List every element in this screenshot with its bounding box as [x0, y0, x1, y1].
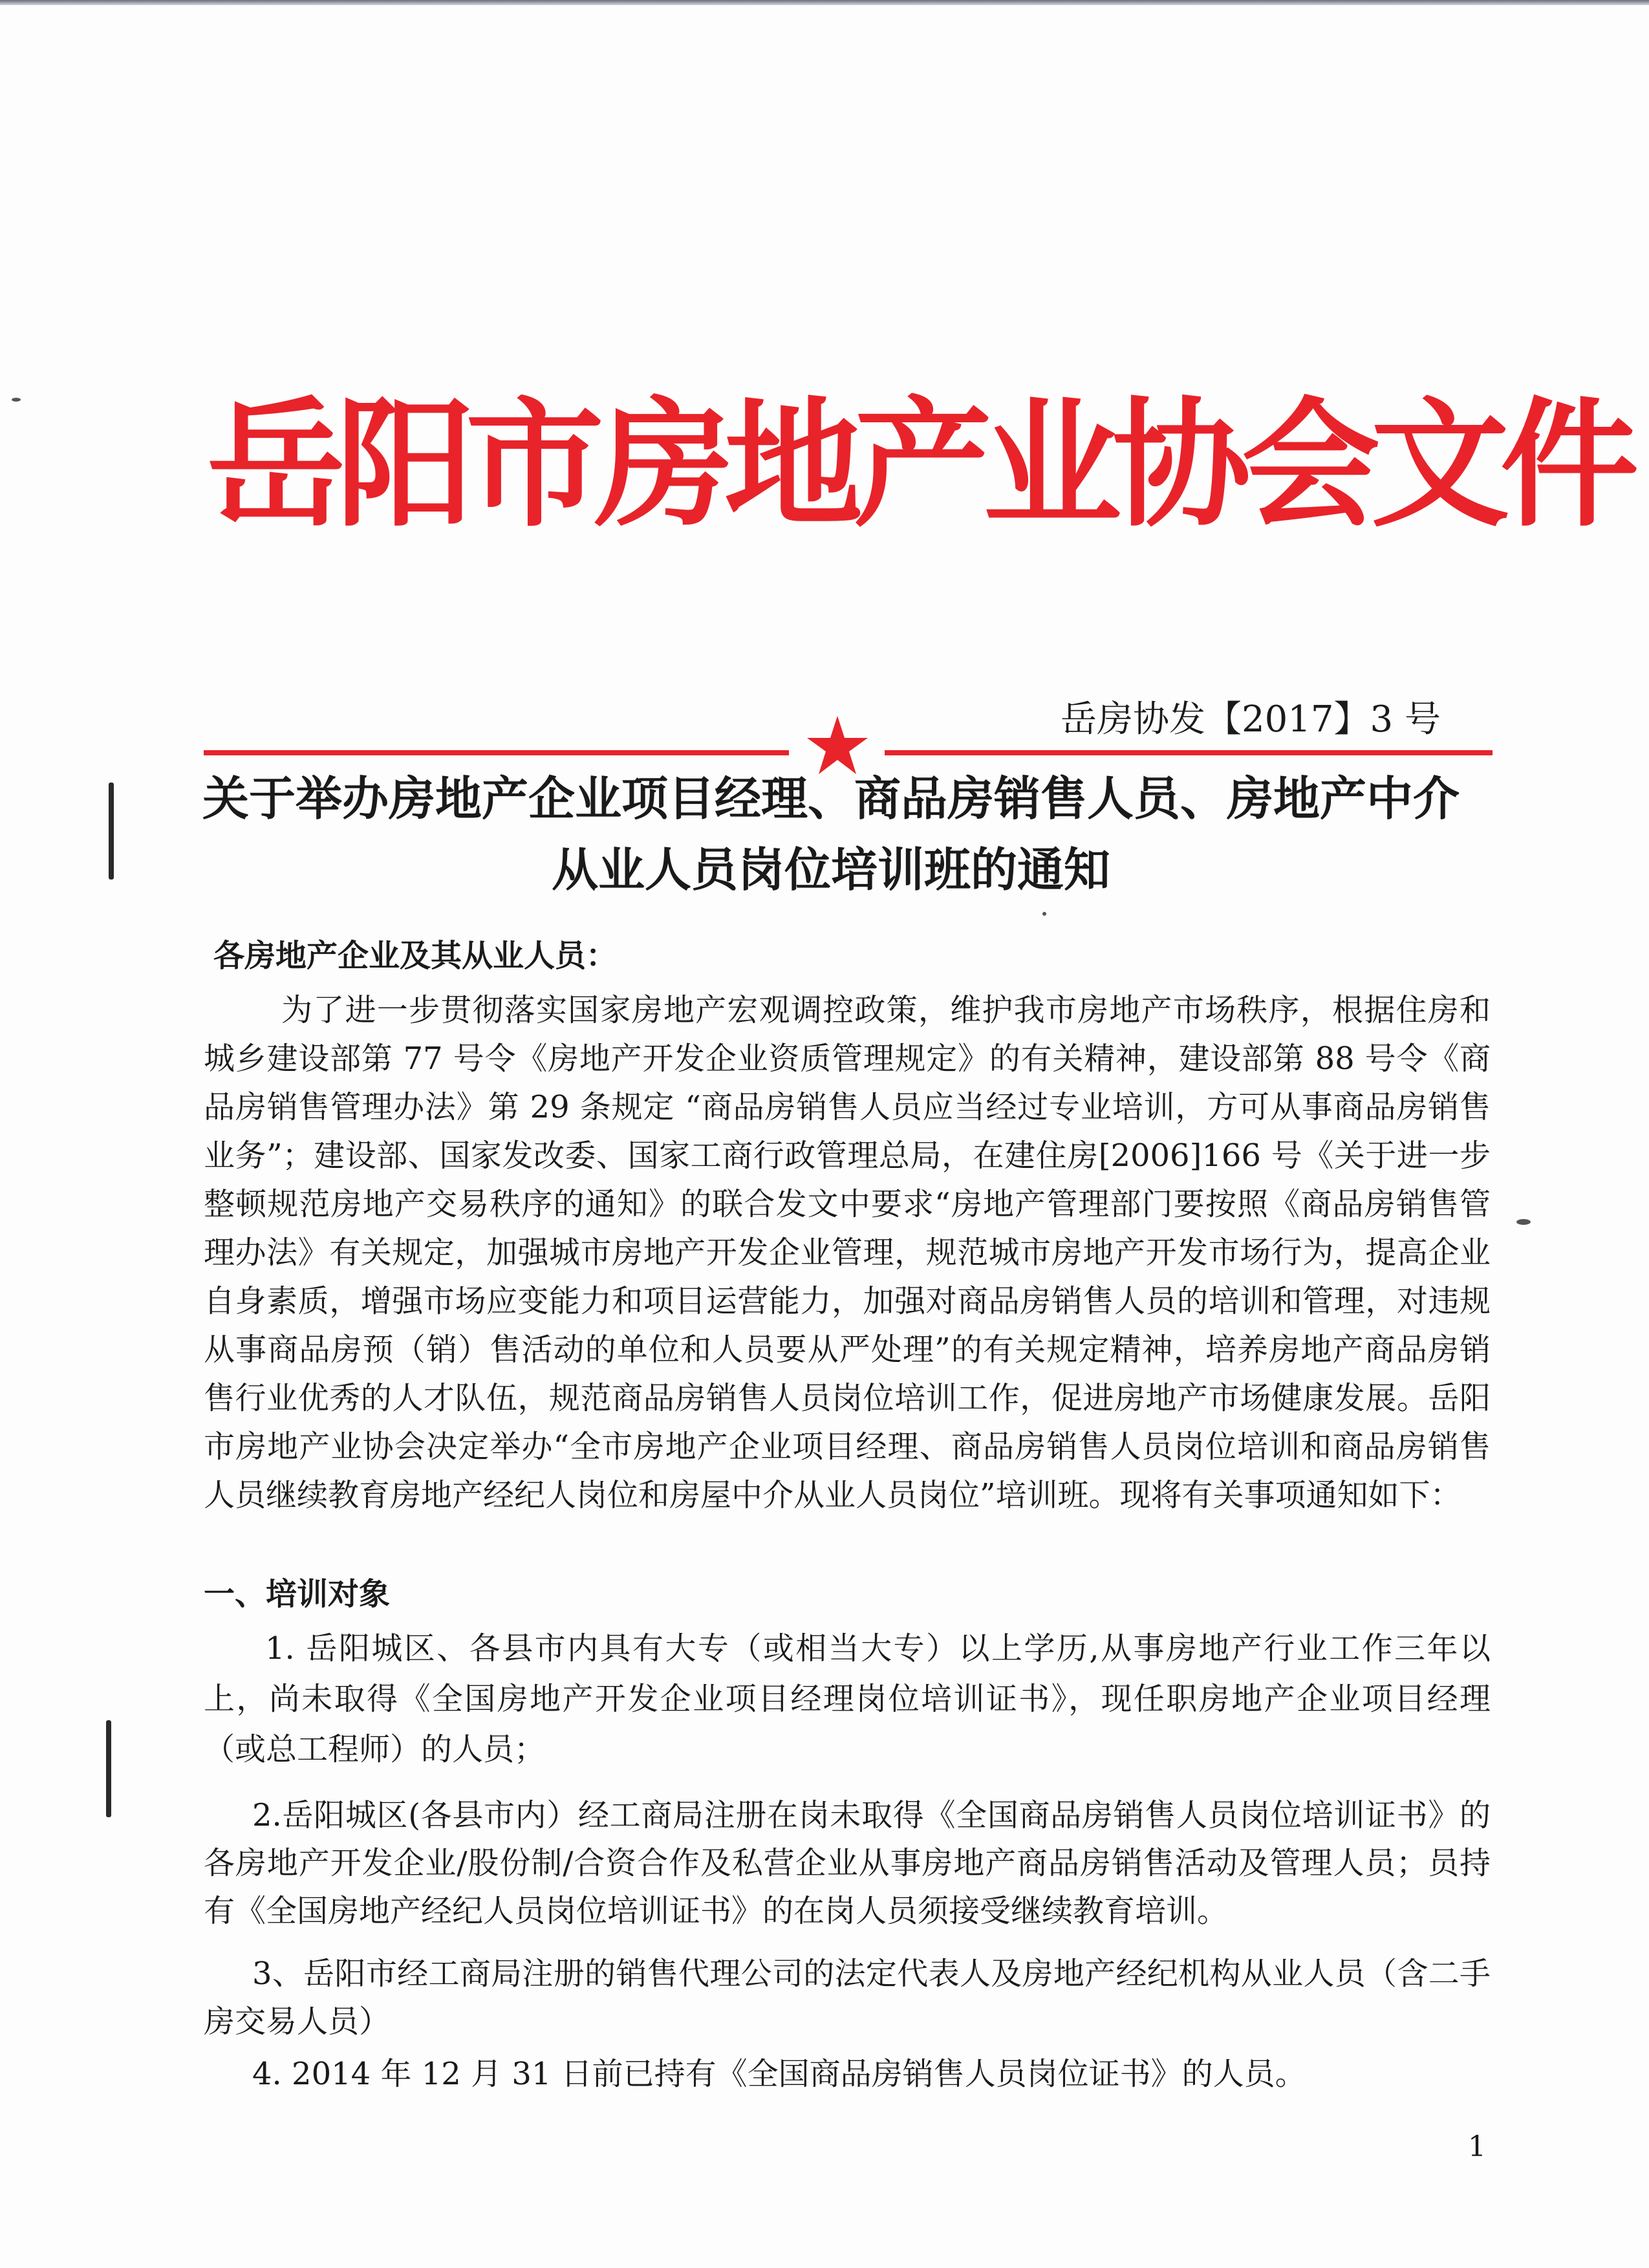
scan-speck — [12, 398, 21, 402]
list-item: 4. 2014 年 12 月 31 日前已持有《全国商品房销售人员岗位证书》的人员。 — [252, 2056, 1306, 2092]
document-number: 岳房协发【2017】3 号 — [1061, 698, 1441, 740]
scan-speck — [1516, 1219, 1531, 1225]
scan-speck — [1042, 912, 1046, 916]
list-item: 3、岳阳市经工商局注册的销售代理公司的法定代表人及房地产经纪机构从业人员（含二手房交易人员） — [204, 1956, 1491, 2040]
section-heading-training-targets: 一、培训对象 — [204, 1576, 391, 1612]
page-number: 1 — [1468, 2130, 1486, 2163]
binding-mark — [106, 1720, 111, 1817]
notice-title — [155, 763, 1507, 905]
notice-title-line-1: 关于举办房地产企业项目经理、商品房销售人员、房地产中介 — [202, 771, 1460, 826]
list-item: 2.岳阳城区(各县市内）经工商局注册在岗未取得《全国商品房销售人员岗位培训证书》的各房地产开发企业/股份制/合资合作及私营企业从事房地产商品房销售活动及管理人员；员持有《全国房地产经纪人员岗位培训证书》的在岗人员须接受继续教育培训。 — [204, 1797, 1491, 1929]
notice-title-line-2: 从业人员岗位培训班的通知 — [551, 842, 1110, 897]
list-item: 1. 岳阳城区、各县市内具有大专（或相当大专）以上学历,从事房地产行业工作三年以上，尚未取得《全国房地产开发企业项目经理岗位培训证书》，现任职房地产企业项目经理（或总工程师）的人员； — [204, 1630, 1491, 1767]
red-rule-right — [885, 750, 1493, 755]
scan-edge — [0, 0, 1649, 5]
red-rule-left — [204, 750, 789, 755]
salutation: 各房地产企业及其从业人员： — [213, 938, 618, 974]
masthead-title: 岳阳市房地产业协会文件 — [207, 385, 1630, 546]
binding-mark — [109, 783, 114, 880]
intro-paragraph: 为了进一步贯彻落实国家房地产宏观调控政策，维护我市房地产市场秩序，根据住房和城乡建设部第 77 号令《房地产开发企业资质管理规定》的有关精神，建设部第 88 号令《商品房销售管理办法》第 29 条规定 “商品房销售人员应当经过专业培训，方可从事商品房销售业务”；建设部、国家发改委、国家工商行政管理总局，在建住房[2006]166 号《关于进一步整顿规范房地产交易秩序的通知》的联合发文中要求“房地产管理部门要按照《商品房销售管理办法》有关规定，加强城市房地产开发企业管理，规范城市房地产开发市场行为，提高企业自身素质，增强市场应变能力和项目运营能力，加强对商品房销售人员的培训和管理，对违规从事商品房预（销）售活动的单位和人员要从严处理”的有关规定精神，培养房地产商品房销售行业优秀的人才队伍，规范商品房销售人员岗位培训工作，促进房地产市场健康发展。岳阳市房地产业协会决定举办“全市房地产企业项目经理、商品房销售人员岗位培训和商品房销售人员继续教育房地产经纪人岗位和房屋中介从业人员岗位”培训班。现将有关事项通知如下： — [204, 992, 1491, 1513]
